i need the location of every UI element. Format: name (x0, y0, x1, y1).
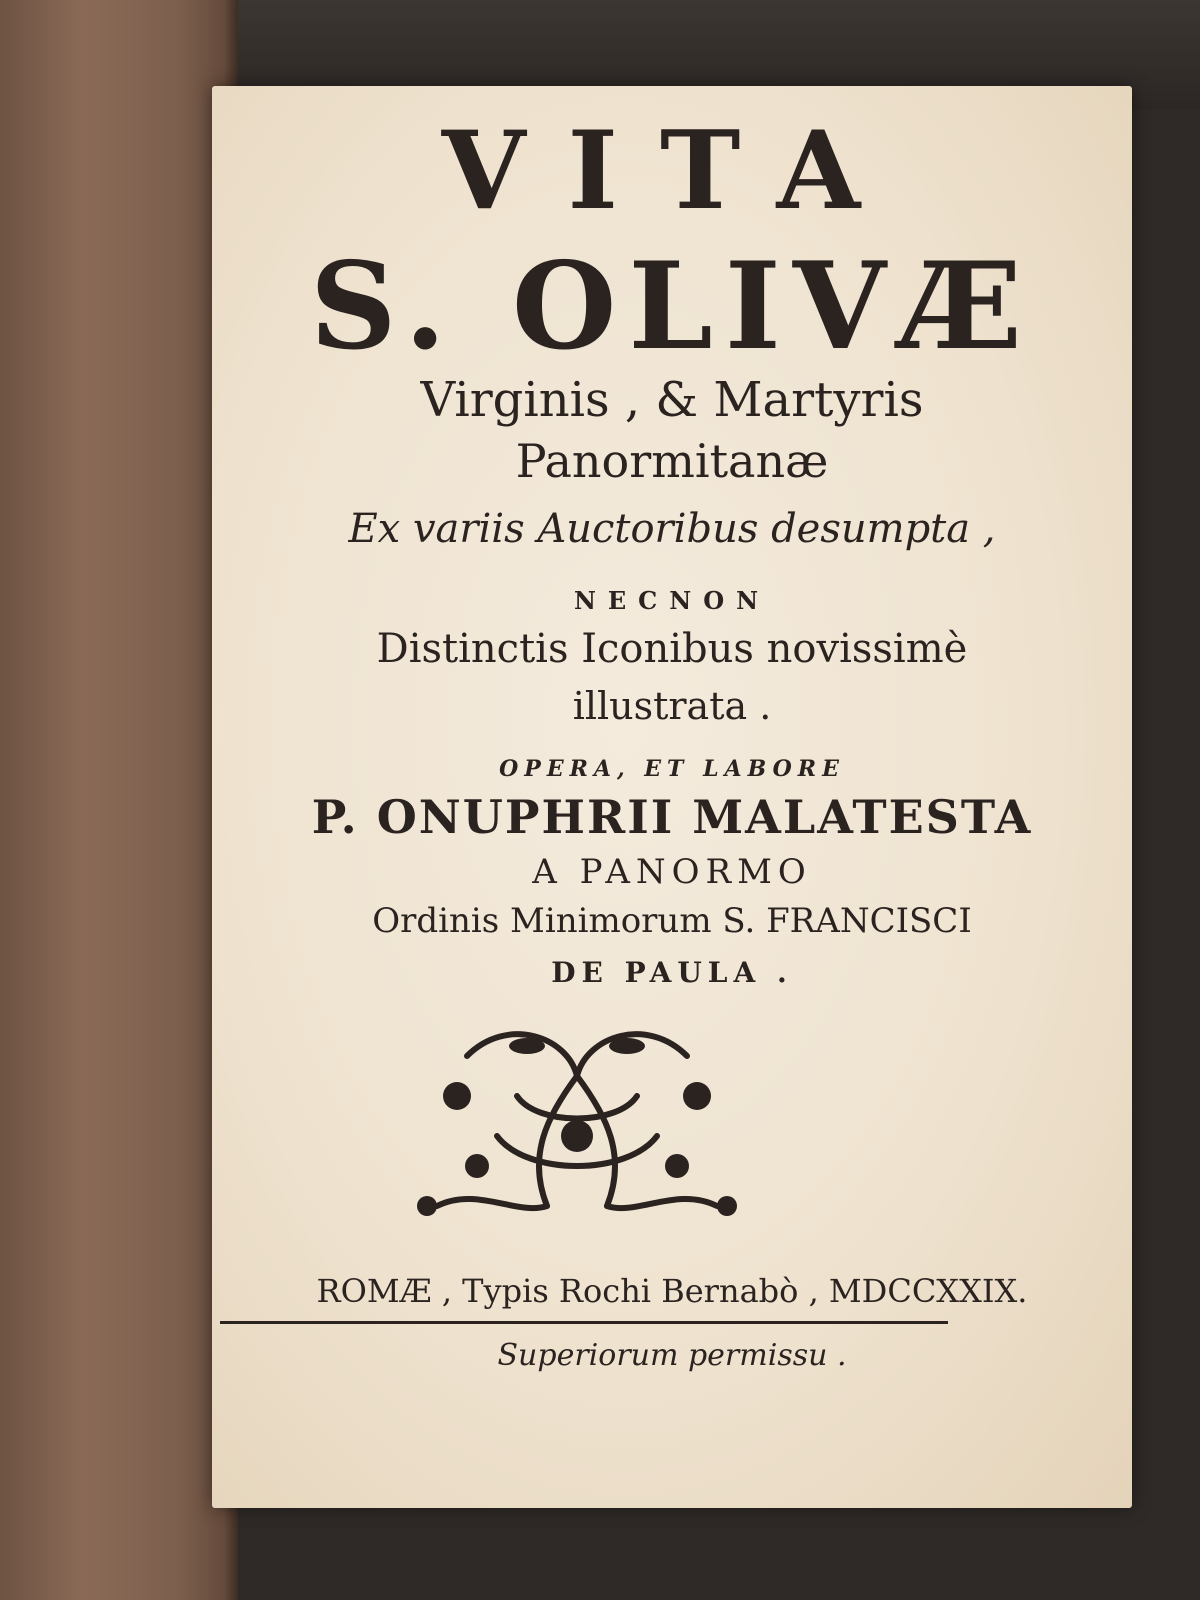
permission-line: Superiorum permissu . (497, 1338, 847, 1373)
author-name: P. ONUPHRII MALATESTA (311, 790, 1033, 844)
printer-ornament (397, 1016, 757, 1236)
author-order-end: DE PAULA . (551, 956, 793, 989)
subtitle-virginis: Virginis , & Martyris (420, 372, 924, 428)
author-origin: A PANORMO (532, 852, 812, 892)
title-page (212, 86, 1132, 1508)
title-vita: VITA (441, 108, 903, 234)
imprint-line: ROMÆ , Typis Rochi Bernabò , MDCCXXIX. (316, 1272, 1028, 1310)
necnon-label: NECNON (573, 586, 771, 615)
title-saint-name: S. OLIVÆ (309, 236, 1035, 377)
author-order: Ordinis Minimorum S. FRANCISCI (372, 901, 972, 941)
left-book-cover (0, 0, 238, 1600)
subtitle-illustrata: illustrata . (572, 684, 772, 728)
subtitle-sources: Ex variis Auctoribus desumpta , (348, 506, 996, 552)
subtitle-panormitanae: Panormitanæ (515, 434, 829, 488)
opera-label: OPERA, ET LABORE (499, 756, 845, 782)
subtitle-illustrated: Distinctis Iconibus novissimè (376, 626, 968, 672)
imprint-rule (220, 1321, 948, 1324)
